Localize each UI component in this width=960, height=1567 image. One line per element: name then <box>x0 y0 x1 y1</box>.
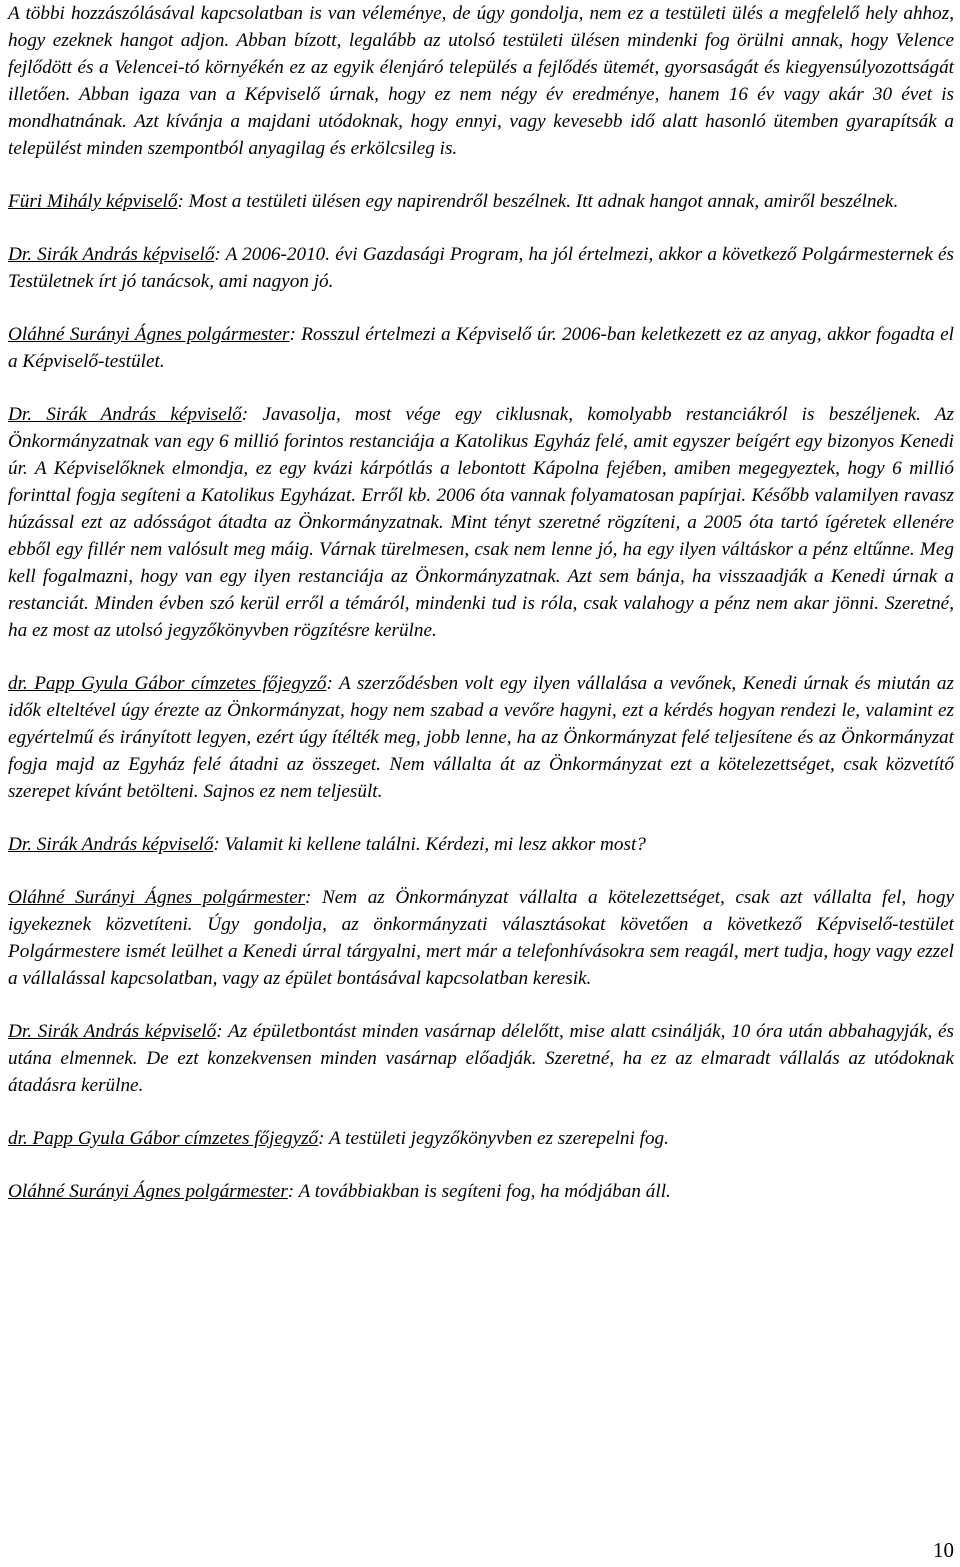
paragraph-2 <box>8 188 954 215</box>
page-number: 10 <box>933 1538 954 1562</box>
paragraph-text: A testületi jegyzőkönyvben ez szerepelni fog. <box>324 1128 669 1149</box>
paragraph-7 <box>8 831 954 858</box>
paragraph-8 <box>8 884 954 992</box>
speaker-colon: : <box>326 673 333 694</box>
paragraph-text: Valamit ki kellene találni. Kérdezi, mi lesz akkor most? <box>219 834 646 855</box>
paragraph-text: Most a testületi ülésen egy napirendről beszélnek. Itt adnak hangot annak, amiről beszélnek. <box>183 191 899 212</box>
paragraph-3 <box>8 241 954 295</box>
paragraph-5 <box>8 401 954 644</box>
paragraph-text: A továbbiakban is segíteni fog, ha módjában áll. <box>294 1181 671 1202</box>
speaker-colon: : <box>213 834 220 855</box>
paragraph-text: Nem az Önkormányzat vállalta a kötelezettséget, csak azt vállalta fel, hogy igyekeznek közvetíteni. Úgy gondolja, az önkormányzati választásokat követően a következő Képviselő-testület Polgármestere ismét leülhet a Kenedi úrral tárgyalni, mert már a telefonhívásokra sem reagál, mert tudja, hogy vagy ezzel a vállalással kapcsolatban, vagy az épület bontásával kapcsolatban keresik. <box>8 887 954 989</box>
speaker-colon: : <box>287 1181 295 1202</box>
paragraph-text: Rosszul értelmezi a Képviselő úr. 2006-ban keletkezett ez az anyag, akkor fogadta el a Képviselő-testület. <box>8 324 954 372</box>
paragraph-9 <box>8 1018 954 1099</box>
speaker-name: Dr. Sirák András képviselő <box>8 244 215 265</box>
paragraph-10 <box>8 1125 954 1152</box>
speaker-colon: : <box>214 244 221 265</box>
speaker-colon: : <box>177 191 184 212</box>
document-page <box>8 0 954 1231</box>
paragraph-4 <box>8 321 954 375</box>
speaker-name: Dr. Sirák András képviselő <box>8 1021 217 1042</box>
paragraph-6 <box>8 670 954 805</box>
paragraph-text: A szerződésben volt egy ilyen vállalása a vevőnek, Kenedi úrnak és miután az idők elteltével úgy érezte az Önkormányzat, hogy nem szabad a vevőre hagyni, ezt a kérdés hogyan rendezi le, valamint ez egyértelmű és irányított legyen, ezért úgy ítélték meg, jobb lenne, ha az Önkormányzat felé teljesítene és az Önkormányzat fogja majd az Egyház felé átadni az összeget. Nem vállalta át az Önkormányzat ezt a kötelezettséget, csak közvetítő szerepet kívánt betölteni. Sajnos ez nem teljesült. <box>8 673 954 802</box>
paragraph-text: Javasolja, most vége egy ciklusnak, komolyabb restanciákról is beszéljenek. Az Önkormányzatnak van egy 6 millió forintos restanciája a Katolikus Egyház felé, amit egyszer beígért egy bizonyos Kenedi úr. A Képviselőknek elmondja, ez egy kvázi kárpótlás a lebontott Kápolna fejében, amiben megegyeztek, hogy 6 millió forinttal fogja segíteni a Katolikus Egyházat. Erről kb. 2006 óta vannak folyamatosan papírjai. Később valamilyen ravasz húzással ezt az adósságot átadta az Önkormányzatnak. Mint tényt szeretné rögzíteni, a 2005 óta tartó ígéretek ellenére ebből egy fillér nem valósult meg máig. Várnak türelmesen, csak nem lenne jó, ha egy ilyen váltáskor a pénz eltűnne. Meg kell fogalmazni, hogy van egy ilyen restanciája az Önkormányzatnak. Azt sem bánja, ha visszaadják a Kenedi úrnak a restanciát. Minden évben szó kerül erről a témáról, mindenki tud is róla, csak valahogy a pénz nem akar jönni. Szeretné, ha ez most az utolsó jegyzőkönyvben rögzítésre kerülne. <box>8 404 955 641</box>
paragraph-text: A többi hozzászólásával kapcsolatban is van véleménye, de úgy gondolja, nem ez a testületi ülés a megfelelő hely ahhoz, hogy ezeknek hangot adjon. Abban bízott, legalább az utolsó testületi ülésen mindenki fog örülni annak, hogy Velence fejlődött és a Velencei-tó környékén ez az egyik élenjáró település a fejlődés ütemét, gyorsaságát és kiegyensúlyozottságát illetően. Abban igaza van a Képviselő úrnak, hogy ez nem négy év eredménye, hanem 16 év vagy akár 30 évet is mondhatnának. Azt kívánja a majdani utódoknak, hogy ennyi, vagy kevesebb idő alatt hasonló ütemben gyarapítsák a települést minden szempontból anyagilag és erkölcsileg is. <box>8 3 954 159</box>
speaker-name: Füri Mihály képviselő <box>8 191 178 212</box>
speaker-name: dr. Papp Gyula Gábor címzetes főjegyző <box>8 673 327 694</box>
speaker-name: Dr. Sirák András képviselő <box>8 834 214 855</box>
paragraph-text: Az épületbontást minden vasárnap délelőtt, mise alatt csinálják, 10 óra után abbahagyják, és utána elmennek. De ezt konzekvensen minden vasárnap előadják. Szeretné, ha ez az elmaradt vállalás az utódoknak átadásra kerülne. <box>8 1021 954 1096</box>
paragraph-11 <box>8 1178 954 1205</box>
speaker-colon: : <box>241 404 249 425</box>
speaker-colon: : <box>318 1128 325 1149</box>
speaker-name: Oláhné Surányi Ágnes polgármester <box>8 1181 288 1202</box>
speaker-name: Oláhné Surányi Ágnes polgármester <box>8 324 290 345</box>
speaker-name: Oláhné Surányi Ágnes polgármester <box>8 887 306 908</box>
speaker-colon: : <box>289 324 296 345</box>
speaker-colon: : <box>305 887 312 908</box>
speaker-name: dr. Papp Gyula Gábor címzetes főjegyző <box>8 1128 319 1149</box>
speaker-colon: : <box>216 1021 223 1042</box>
speaker-name: Dr. Sirák András képviselő <box>8 404 242 425</box>
paragraph-text: A 2006-2010. évi Gazdasági Program, ha jól értelmezi, akkor a következő Polgármesternek és Testületnek írt jó tanácsok, ami nagyon jó. <box>8 244 955 292</box>
paragraph-1 <box>8 0 954 162</box>
